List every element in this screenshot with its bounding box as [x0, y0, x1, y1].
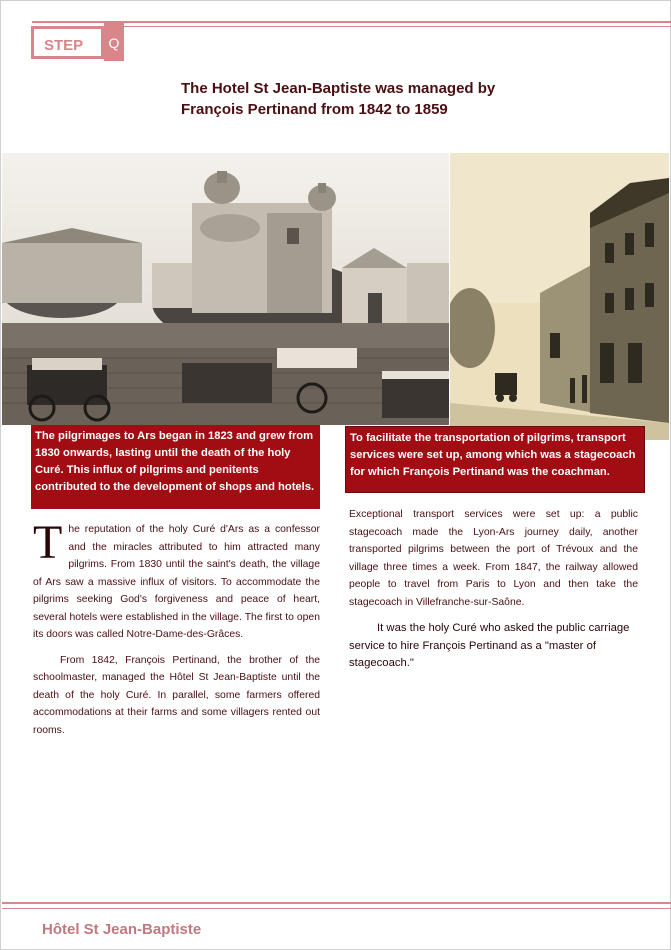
left-paragraph-1: he reputation of the holy Curé d'Ars as a confessor and the miracles attributed to him attracted many pilgrims. From 1830 until the saint's death, the village of Ars saw a massive influx of visitors. To accommodate the pilgrims seeking God's forgiveness and peace of heart, several hotels were established in the village. The first to open its doors was called Notre-Dame-des-Grâces. [33, 524, 320, 640]
caption-left: The pilgrimages to Ars began in 1823 and grew from 1830 onwards, lasting until the death of the holy Curé. This influx of pilgrims and penitents contributed to the development of shops and hotels. [31, 425, 320, 509]
header-rule-top [32, 21, 671, 23]
step-icon: Q [104, 21, 124, 61]
footer-rule-bottom [2, 908, 671, 909]
caption-right: To facilitate the transportation of pilgrims, transport services were set up, among which was a stagecoach for which François Pertinand was the coachman. [345, 426, 645, 493]
right-paragraph-1: Exceptional transport services were set up: a public stagecoach made the Lyon-Ars journey daily, another transported pilgrims between the port of Trévoux and the village three times a week. From 1847, the railway allowed people to travel from Paris to Lyon and then take the stagecoach in Villefranche-sur-Saône. [349, 509, 638, 608]
dropcap: T [33, 516, 63, 569]
page-title: The Hotel St Jean-Baptiste was managed by François Pertinand from 1842 to 1859 [181, 80, 496, 118]
left-paragraph-2: From 1842, François Pertinand, the brother of the schoolmaster, managed the Hôtel St Jean-Baptiste until the death of the holy Curé. In parallel, some farmers offered accommodations at their farms and some villagers rented out rooms. [33, 654, 320, 736]
footer-rule-top [2, 902, 671, 904]
quote-text: It was the holy Curé who asked the public carriage service to hire François Pertinand as a "master of stagecoach." [349, 622, 630, 669]
street-photo [450, 153, 669, 440]
step-label: STEP [31, 26, 104, 59]
left-column [33, 516, 320, 747]
footer-title: Hôtel St Jean-Baptiste [42, 921, 202, 938]
basilica-photo [2, 153, 449, 425]
right-column [349, 506, 638, 619]
quote-paragraph [349, 620, 639, 673]
header-rule-bottom [32, 26, 671, 27]
